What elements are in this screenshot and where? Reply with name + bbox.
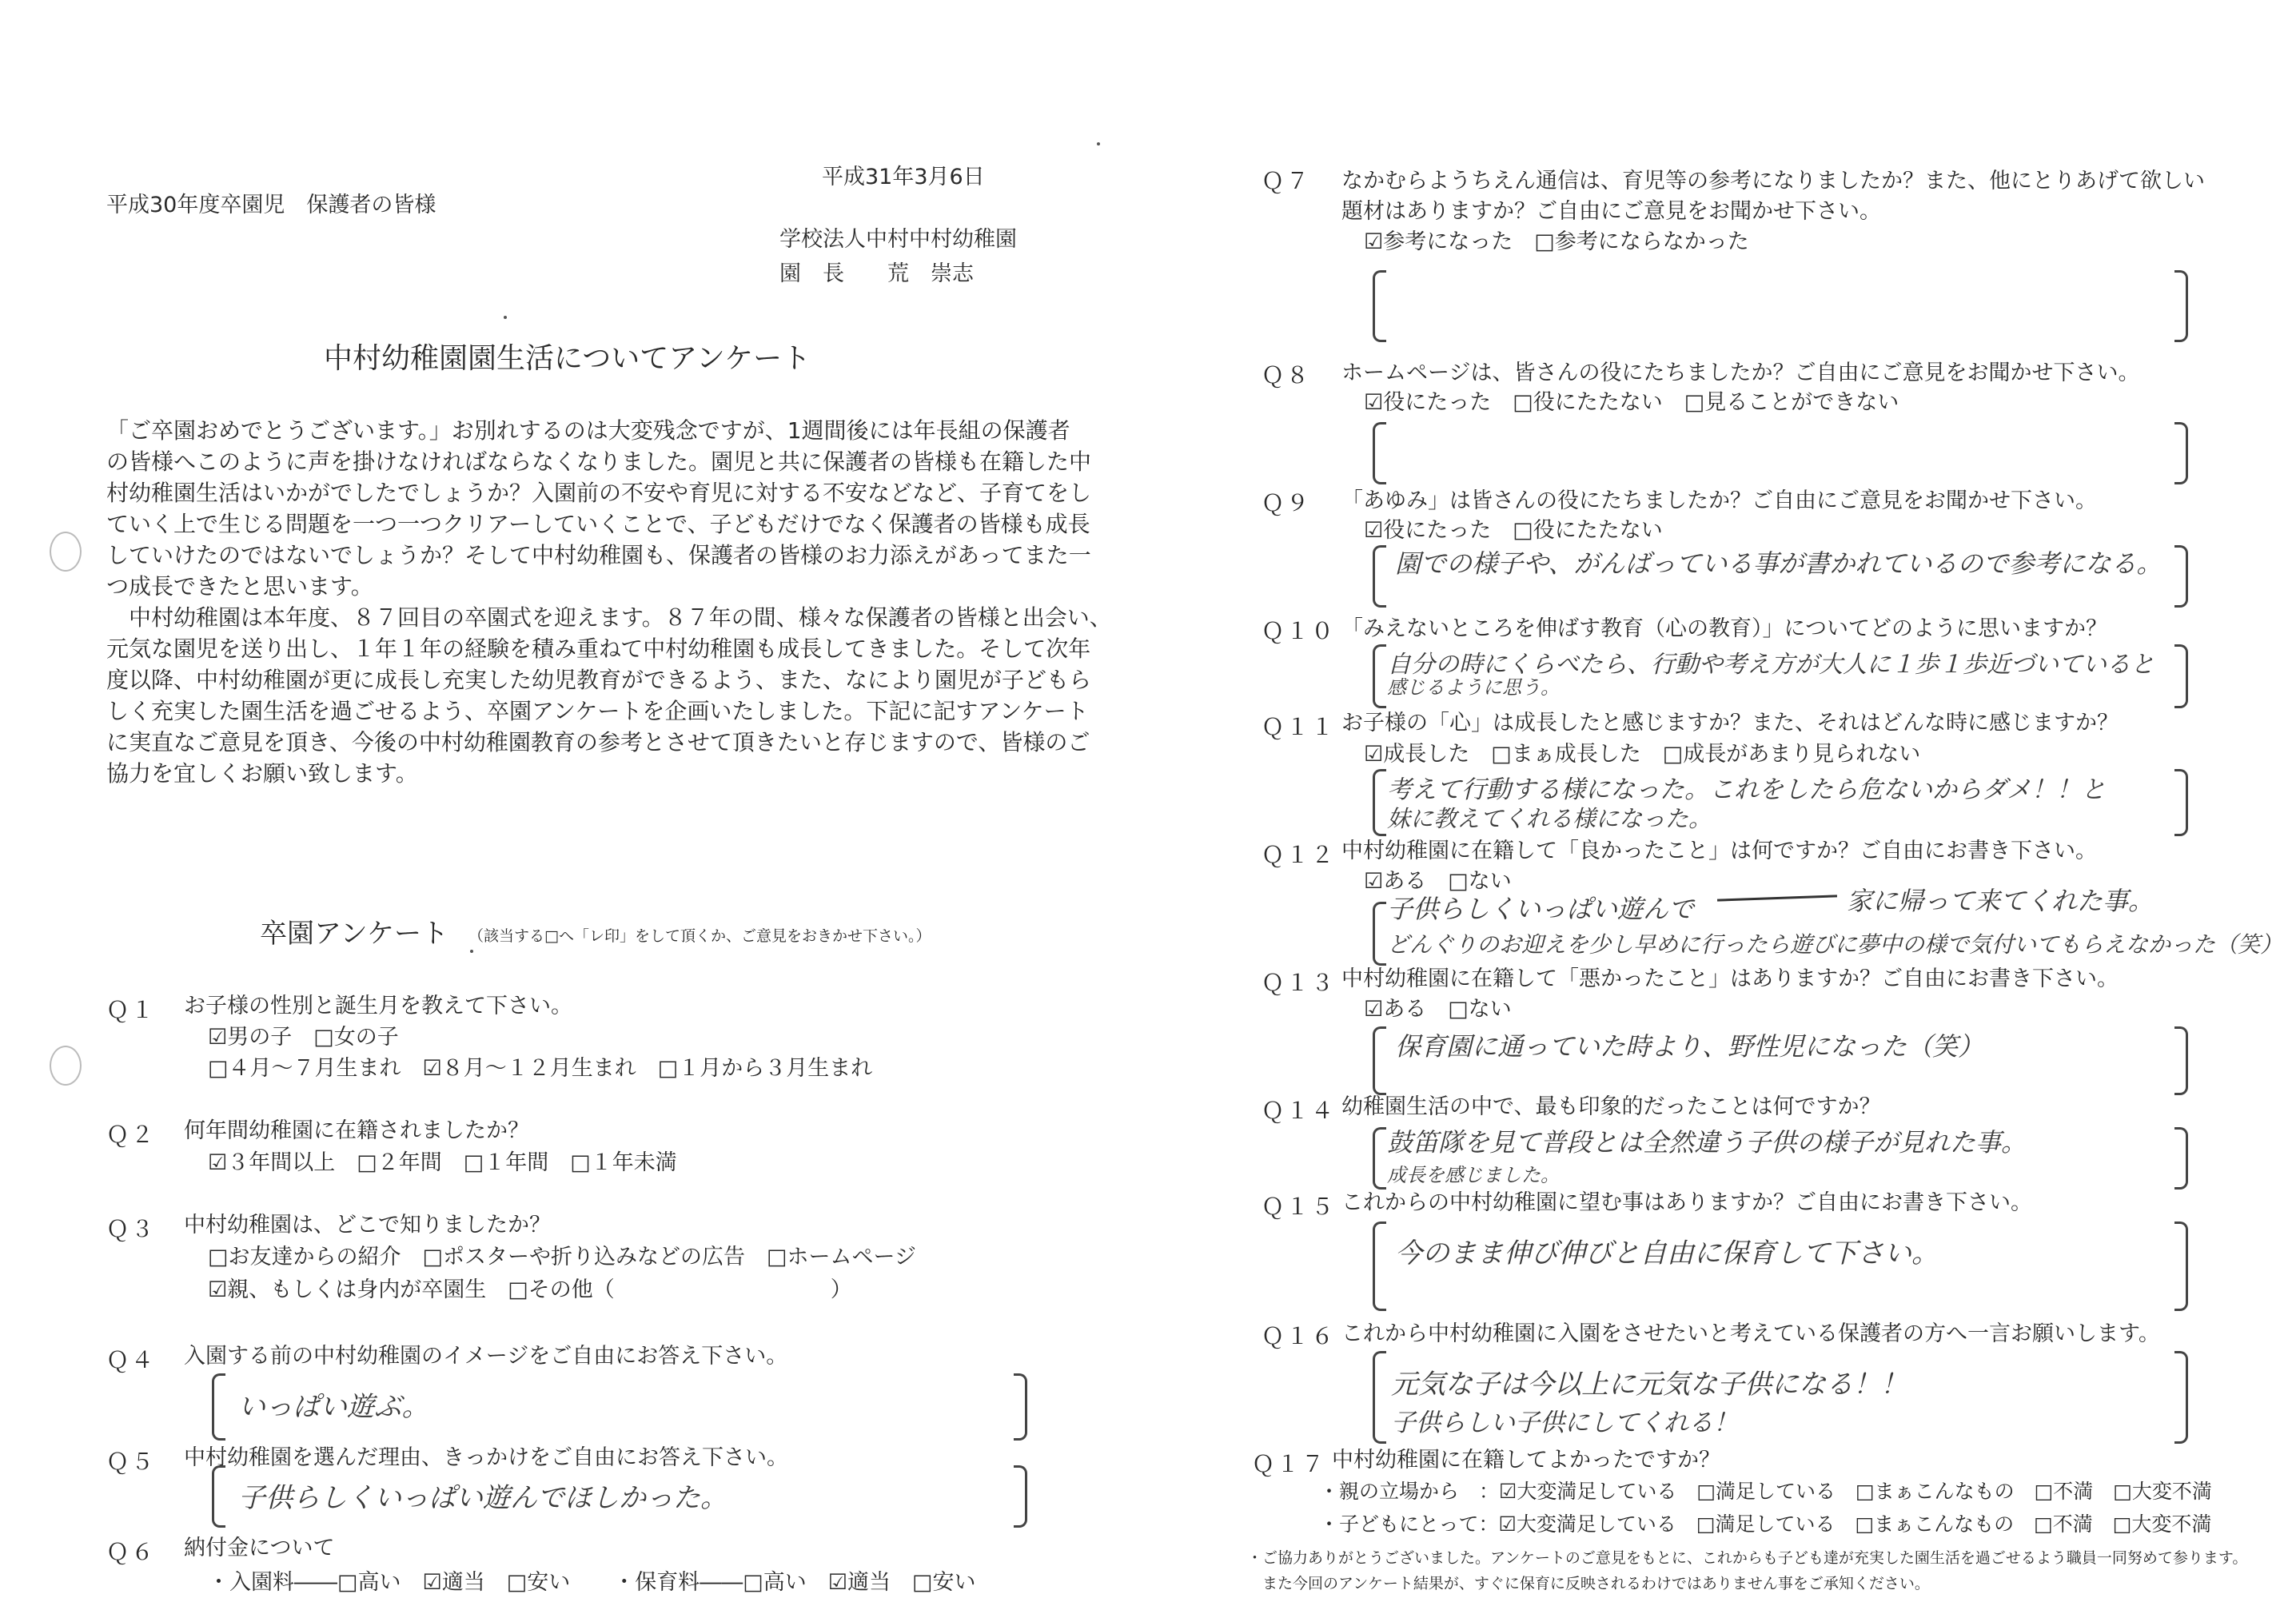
q9-number: Ｑ９: [1262, 490, 1312, 516]
q9-options[interactable]: ☑役にたった □役にたたない: [1364, 518, 1663, 543]
q11-question: お子様の「心」は成長したと感じますか？また、それはどんな時に感じますか？: [1341, 711, 2119, 735]
punch-hole-mark: [50, 532, 82, 572]
footer-thanks: ・ご協力ありがとうございました。アンケートのご意見をもとに、これからも子ども達が充実した園生活を過ごせるよう職員一同努めて参ります。: [1247, 1549, 2248, 1567]
q1-birth-month-options[interactable]: □４月～７月生まれ ☑８月～１２月生まれ □１月から３月生まれ: [208, 1056, 873, 1081]
q12-answer-bracket-left: [1373, 902, 1386, 966]
intro-line: の皆様へこのように声を掛けなければならなくなりました。園児と共に保護者の皆様も在籍した中: [106, 448, 1092, 475]
intro-paragraph: [106, 415, 1112, 789]
q5-number: Ｑ５: [106, 1449, 157, 1475]
footer-notice: また今回のアンケート結果が、すぐに保育に反映されるわけではありません事をご承知ください。: [1247, 1575, 1930, 1592]
q14-answer[interactable]: 鼓笛隊を見て普段とは全然違う子供の様子が見れた事。: [1387, 1127, 2027, 1158]
q17-number: Ｑ１７: [1252, 1451, 1327, 1477]
q8-question: ホームページは、皆さんの役にたちましたか？ご自由にご意見をお聞かせ下さい。: [1341, 361, 2140, 385]
q4-answer-bracket-left: [212, 1373, 225, 1441]
q17-parent-options[interactable]: ・親の立場から ：☑大変満足している □満足している □まぁこんなもの □不満 □大変不満: [1319, 1480, 2212, 1503]
q8-number: Ｑ８: [1262, 362, 1312, 389]
q12-crossed-out-word: [1717, 895, 1837, 901]
q1-gender-options[interactable]: ☑男の子 □女の子: [208, 1025, 399, 1050]
q15-answer[interactable]: 今のまま伸び伸びと自由に保育して下さい。: [1395, 1237, 1939, 1269]
q4-answer[interactable]: いっぱい遊ぶ。: [238, 1391, 429, 1423]
intro-line: 中村幼稚園は本年度、８７回目の卒園式を迎えます。８７年の間、様々な保護者の皆様と出会い、: [106, 604, 1112, 631]
q5-answer-bracket-left: [212, 1465, 225, 1528]
q8-answer-bracket-left: [1373, 422, 1386, 484]
q14-answer-bracket-right: [2174, 1127, 2188, 1190]
scan-speck: [1097, 142, 1100, 145]
q10-answer-bracket-right: [2174, 644, 2188, 708]
recipient: 平成30年度卒園児 保護者の皆様: [106, 193, 436, 217]
q9-question: 「あゆみ」は皆さんの役にたちましたか？ご自由にご意見をお聞かせ下さい。: [1341, 488, 2097, 513]
q9-answer[interactable]: 園での様子や、がんばっている事が書かれているので参考になる。: [1395, 548, 2162, 579]
q12-answer-cont[interactable]: 家に帰って来てくれた事。: [1847, 886, 2154, 916]
q3-question: 中村幼稚園は、どこで知りましたか？: [184, 1213, 551, 1237]
q11-options[interactable]: ☑成長した □まぁ成長した □成長があまり見られない: [1364, 742, 1921, 767]
q4-answer-bracket-right: [1014, 1373, 1027, 1441]
q2-years-options[interactable]: ☑３年間以上 □２年間 □１年間 □１年未満: [208, 1150, 677, 1175]
q6-number: Ｑ６: [106, 1539, 157, 1565]
intro-line: 協力を宜しくお願い致します。: [106, 760, 418, 787]
intro-line: に実直なご意見を頂き、今後の中村幼稚園教育の参考とさせて頂きたいと存じますので、皆様のご: [106, 729, 1090, 755]
q7-number: Ｑ７: [1262, 168, 1312, 194]
q7-answer-bracket-left: [1373, 270, 1386, 342]
q7-answer-bracket-right: [2174, 270, 2188, 342]
intro-line: 「ご卒園おめでとうございます。」お別れするのは大変残念ですが、1週間後には年長組の保護者: [106, 417, 1070, 444]
q15-question: これからの中村幼稚園に望む事はありますか？ご自由にお書き下さい。: [1341, 1190, 2032, 1215]
q11-number: Ｑ１１: [1262, 714, 1337, 740]
q13-answer-bracket-left: [1373, 1026, 1386, 1095]
page-title: 中村幼稚園園生活についてアンケート: [324, 342, 811, 375]
q11-answer-2[interactable]: 妹に教えてくれる様になった。: [1387, 805, 1712, 832]
intro-line: していけたのではないでしょうか？そして中村幼稚園も、保護者の皆様のお力添えがあってまた一: [106, 542, 1091, 568]
q3-source-options-2[interactable]: ☑親、もしくは身内が卒園生 □その他（ ）: [208, 1277, 852, 1302]
q9-answer-bracket-right: [2174, 545, 2188, 608]
q8-options[interactable]: ☑役にたった □役にたたない □見ることができない: [1364, 390, 1899, 415]
q16-answer-2[interactable]: 子供らしい子供にしてくれる！: [1391, 1409, 1738, 1437]
q12-answer-2[interactable]: どんぐりのお迎えを少し早めに行ったら遊びに夢中の様で気付いてもらえなかった（笑）: [1387, 931, 2283, 958]
q6-question: 納付金について: [184, 1536, 335, 1560]
q16-answer-bracket-left: [1373, 1351, 1386, 1444]
q5-answer[interactable]: 子供らしくいっぱい遊んでほしかった。: [238, 1482, 727, 1514]
survey-instructions: （該当する□へ「レ印」をして頂くか、ご意見をおきかせ下さい。）: [468, 927, 931, 945]
q13-question: 中村幼稚園に在籍して「悪かったこと」はありますか？ご自由にお書き下さい。: [1341, 966, 2119, 991]
q17-question: 中村幼稚園に在籍してよかったですか？: [1332, 1448, 1720, 1473]
q4-number: Ｑ４: [106, 1347, 157, 1373]
intro-line: 度以降、中村幼稚園が更に成長し充実した幼児教育ができるよう、また、なにより園児が子どもら: [106, 667, 1092, 693]
intro-line: しく充実した園生活を過ごせるよう、卒園アンケートを企画いたしました。下記に記すアンケート: [106, 698, 1089, 724]
q4-question: 入園する前の中村幼稚園のイメージをご自由にお答え下さい。: [184, 1344, 788, 1369]
scan-speck: [504, 316, 507, 319]
q16-answer[interactable]: 元気な子は今以上に元気な子供になる！！: [1391, 1369, 1907, 1401]
q11-answer-bracket-left: [1373, 769, 1386, 836]
q13-answer-bracket-right: [2174, 1026, 2188, 1095]
q5-answer-bracket-right: [1014, 1465, 1027, 1528]
q12-question: 中村幼稚園に在籍して「良かったこと」は何ですか？ご自由にお書き下さい。: [1341, 839, 2097, 863]
school-name: 学校法人中村中村幼稚園: [779, 227, 1017, 252]
intro-line: 村幼稚園生活はいかがでしたでしょうか？入園前の不安や育児に対する不安などなど、子育てをし: [106, 480, 1092, 506]
q15-number: Ｑ１５: [1262, 1194, 1337, 1220]
q17-child-options[interactable]: ・子どもにとって：☑大変満足している □満足している □まぁこんなもの □不満 □大変不満: [1319, 1512, 2212, 1536]
q10-number: Ｑ１０: [1262, 618, 1337, 644]
q16-number: Ｑ１６: [1262, 1323, 1337, 1349]
q10-answer[interactable]: 自分の時にくらべたら、行動や考え方が大人に１歩１歩近づいていると: [1387, 651, 2154, 679]
q16-question: これから中村幼稚園に入園をさせたいと考えている保護者の方へ一言お願いします。: [1341, 1321, 2160, 1346]
principal-name: 園 長 荒 崇志: [779, 261, 974, 286]
q8-answer-bracket-right: [2174, 422, 2188, 484]
q7-question-2: 題材はありますか？ご自由にご意見をお聞かせ下さい。: [1341, 199, 1881, 224]
q2-question: 何年間幼稚園に在籍されましたか？: [184, 1118, 529, 1143]
q2-number: Ｑ２: [106, 1122, 157, 1148]
q1-number: Ｑ１: [106, 997, 157, 1023]
intro-line: つ成長できたと思います。: [106, 573, 373, 600]
intro-line: ていく上で生じる問題を一つ一つクリアーしていくことで、子どもだけでなく保護者の皆様も成長: [106, 511, 1090, 537]
q13-options[interactable]: ☑ある □ない: [1364, 997, 1512, 1022]
q12-answer[interactable]: 子供らしくいっぱい遊んで: [1387, 894, 1695, 924]
q5-question: 中村幼稚園を選んだ理由、きっかけをご自由にお答え下さい。: [184, 1445, 788, 1470]
q3-number: Ｑ３: [106, 1216, 157, 1242]
q1-question: お子様の性別と誕生月を教えて下さい。: [184, 994, 572, 1018]
q13-number: Ｑ１３: [1262, 970, 1337, 996]
q14-answer-2[interactable]: 成長を感じました。: [1387, 1164, 1560, 1186]
punch-hole-mark: [50, 1046, 82, 1086]
q3-source-options[interactable]: □お友達からの紹介 □ポスターや折り込みなどの広告 □ホームページ: [208, 1245, 916, 1269]
q15-answer-bracket-right: [2174, 1221, 2188, 1311]
q10-answer-2[interactable]: 感じるように思う。: [1387, 676, 1560, 699]
q12-options[interactable]: ☑ある □ない: [1364, 869, 1512, 894]
q14-answer-bracket-left: [1373, 1127, 1386, 1190]
survey-title: 卒園アンケート: [260, 918, 448, 950]
q13-answer[interactable]: 保育園に通っていた時より、野性児になった（笑）: [1395, 1031, 1984, 1062]
q9-answer-bracket-left: [1373, 545, 1386, 608]
q7-options[interactable]: ☑参考になった □参考にならなかった: [1364, 229, 1749, 254]
q6-fee-options[interactable]: ・入園料――□高い ☑適当 □安い ・保育料――□高い ☑適当 □安い: [208, 1570, 976, 1595]
q11-answer[interactable]: 考えて行動する様になった。これをしたら危ないからダメ！！と: [1387, 775, 2106, 804]
q10-answer-bracket-left: [1373, 644, 1386, 708]
q14-question: 幼稚園生活の中で、最も印象的だったことは何ですか？: [1341, 1094, 1881, 1119]
intro-line: 元気な園児を送り出し、１年１年の経験を積み重ねて中村幼稚園も成長してきました。そして次年: [106, 636, 1091, 662]
q7-question: なかむらようちえん通信は、育児等の参考になりましたか？また、他にとりあげて欲しい: [1341, 169, 2205, 193]
q10-question: 「みえないところを伸ばす教育（心の教育）」についてどのように思いますか？: [1341, 616, 2107, 641]
date: 平成31年3月6日: [822, 165, 985, 189]
q11-answer-bracket-right: [2174, 769, 2188, 836]
q14-number: Ｑ１４: [1262, 1098, 1337, 1124]
q15-answer-bracket-left: [1373, 1221, 1386, 1311]
scan-speck: [470, 950, 473, 953]
q16-answer-bracket-right: [2174, 1351, 2188, 1444]
q12-number: Ｑ１２: [1262, 842, 1337, 868]
